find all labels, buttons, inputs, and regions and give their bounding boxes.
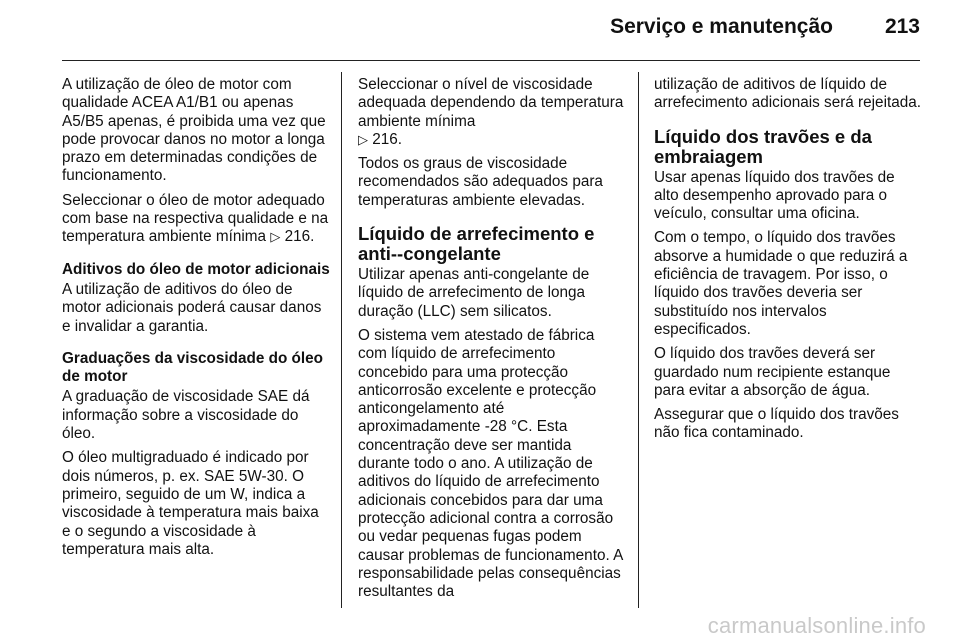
paragraph: Com o tempo, o líquido dos travões absorve a humidade o que reduzirá a eficiência de travagem. Por isso, o líquido dos travões deveria ser substituído nos intervalos especificados. [654, 229, 908, 338]
paragraph: A utilização de aditivos do óleo de motor adicionais poderá causar danos e invalidar a garantia. [62, 280, 322, 335]
column-divider [638, 72, 639, 608]
paragraph: A graduação de viscosidade SAE dá informação sobre a viscosidade do óleo. [62, 388, 310, 443]
column-2 [358, 76, 626, 607]
page-number: 213 [884, 15, 920, 38]
paragraph-text: Seleccionar o óleo de motor adequado com base na respectiva qualidade e na temperatura ambiente mínima [62, 191, 329, 246]
section-heading: Líquido de arrefecimento e anti--congelante [358, 223, 595, 265]
paragraph-text: Seleccionar o nível de viscosidade adequada dependendo da temperatura ambiente mínima [358, 76, 624, 130]
page-ref[interactable]: 216. [372, 130, 403, 148]
column-1 [62, 76, 330, 565]
paragraph [62, 192, 330, 247]
column-divider [341, 72, 342, 608]
watermark: carmanualsonline.info [707, 613, 926, 638]
paragraph: O sistema vem atestado de fábrica com líquido de arrefecimento concebido para uma protecção anticorrosão excelente e protecção anticongelamento até aproximadamente -28 °C. Esta concentração deve ser mantida durante todo o ano. A utilização de aditivos do líquido de arrefecimento adicionais concebidos para dar uma protecção adicional contra a corrosão ou vedar pequenas fugas podem causar problemas de funcionamento. A responsabilidade pelas consequências resultantes da [358, 326, 623, 601]
paragraph: O líquido dos travões deverá ser guardado num recipiente estanque para evitar a absorção de água. [654, 345, 891, 399]
paragraph: Assegurar que o líquido dos travões não fica contaminado. [654, 406, 899, 442]
paragraph: A utilização de óleo de motor com qualidade ACEA A1/B1 ou apenas A5/B5 apenas, é proibida uma vez que pode provocar danos no motor a longa prazo em determinadas condições de funcionamento. [62, 76, 326, 185]
page-ref-arrow-icon: ▷ [358, 131, 368, 147]
running-header-title: Serviço e manutenção [610, 15, 833, 38]
paragraph: Todos os graus de viscosidade recomendados são adequados para temperaturas ambiente elevadas. [358, 155, 603, 209]
paragraph: Utilizar apenas anti-congelante de líquido de arrefecimento de longa duração (LLC) sem silicatos. [358, 266, 590, 320]
paragraph: Usar apenas líquido dos travões de alto desempenho aprovado para o veículo, consultar uma oficina. [654, 168, 895, 223]
paragraph: utilização de aditivos de líquido de arrefecimento adicionais será rejeitada. [654, 76, 921, 112]
column-3 [654, 76, 922, 449]
header-divider [62, 60, 920, 61]
subheading: Aditivos do óleo de motor adicionais [62, 260, 330, 278]
subheading: Graduações da viscosidade do óleo de motor [62, 349, 323, 386]
paragraph [358, 76, 626, 149]
page-ref[interactable]: 216. [284, 228, 315, 246]
section-heading: Líquido dos travões e da embraiagem [654, 125, 872, 167]
page-ref-arrow-icon: ▷ [270, 229, 281, 245]
paragraph: O óleo multigraduado é indicado por dois números, p. ex. SAE 5W-30. O primeiro, seguido de um W, indica a viscosidade à temperatura mais baixa e o segundo a viscosidade à temperatura mais alta. [62, 449, 319, 558]
